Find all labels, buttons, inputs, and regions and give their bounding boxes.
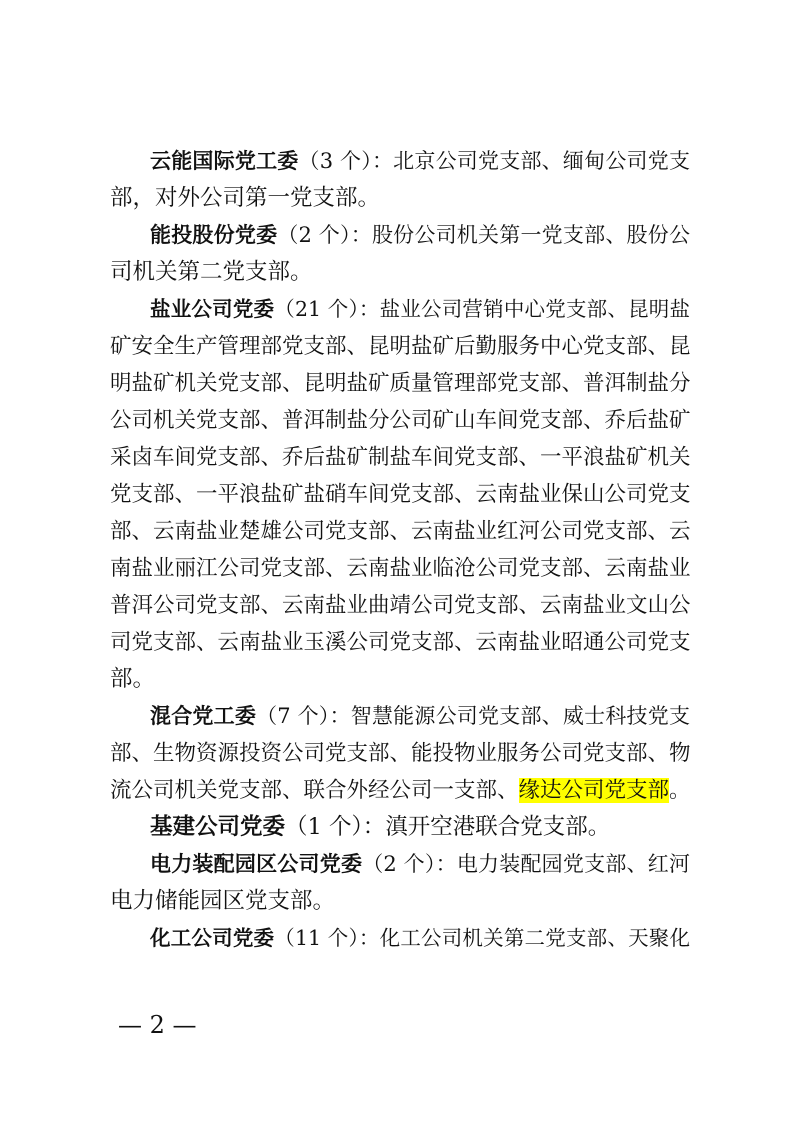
line-text: 司党支部、云南盐业玉溪公司党支部、云南盐业昭通公司党支 <box>110 630 691 655</box>
line-text-tail: 。 <box>669 778 691 803</box>
paragraph-line <box>110 661 690 698</box>
paragraph-line <box>110 180 690 217</box>
line-text: （7 个）：智慧能源公司党支部、威士科技党支 <box>256 704 690 728</box>
paragraph-line <box>110 587 690 624</box>
paragraph-line <box>110 624 690 661</box>
line-text: 司机关第二党支部。 <box>110 259 313 285</box>
line-text: 流公司机关党支部、联合外经公司一支部、 <box>110 778 519 803</box>
line-text: （1 个）：滇开空港联合党支部。 <box>285 814 611 840</box>
paragraph-line <box>150 698 690 735</box>
paragraph-line <box>110 439 690 476</box>
paragraph-line <box>110 365 690 402</box>
committee-name: 混合党工委 <box>150 704 257 728</box>
committee-name: 能投股份党委 <box>150 223 278 247</box>
line-text: 矿安全生产管理部党支部、昆明盐矿后勤服务中心党支部、昆 <box>110 334 691 359</box>
paragraph-line <box>110 735 690 772</box>
line-text: （2 个）：股份公司机关第一党支部、股份公 <box>277 223 690 247</box>
line-text: （3 个）：北京公司党支部、缅甸公司党支 <box>298 149 690 173</box>
line-text: 部，对外公司第一党支部。 <box>110 185 381 211</box>
line-text: 采卤车间党支部、乔后盐矿制盐车间党支部、一平浪盐矿机关 <box>110 445 691 470</box>
paragraph-line <box>150 143 690 180</box>
committee-name: 盐业公司党委 <box>150 297 275 321</box>
line-text: 南盐业丽江公司党支部、云南盐业临沧公司党支部、云南盐业 <box>110 556 691 581</box>
line-text: 党支部、一平浪盐矿盐硝车间党支部、云南盐业保山公司党支 <box>110 482 691 507</box>
highlighted-text: 缘达公司党支部 <box>518 778 670 803</box>
line-text: 电力储能园区党支部。 <box>110 888 336 914</box>
line-text: 普洱公司党支部、云南盐业曲靖公司党支部、云南盐业文山公 <box>110 593 691 618</box>
line-text: 公司机关党支部、普洱制盐分公司矿山车间党支部、乔后盐矿 <box>110 408 691 433</box>
paragraph-line <box>150 920 690 957</box>
paragraph-line <box>110 772 690 809</box>
committee-name: 化工公司党委 <box>150 926 275 950</box>
committee-name: 云能国际党工委 <box>150 149 299 173</box>
paragraph-line <box>150 809 690 846</box>
committee-name: 基建公司党委 <box>150 814 286 840</box>
line-text: 部、云南盐业楚雄公司党支部、云南盐业红河公司党支部、云 <box>110 519 691 544</box>
paragraph-line <box>110 550 690 587</box>
paragraph-line <box>150 291 690 328</box>
page-number: — 2 — <box>118 1011 197 1039</box>
paragraph-line <box>150 217 690 254</box>
line-text: （21 个）：盐业公司营销中心党支部、昆明盐 <box>274 297 690 321</box>
paragraph-line <box>110 328 690 365</box>
line-text: 部、生物资源投资公司党支部、能投物业服务公司党支部、物 <box>110 741 691 766</box>
paragraph-line <box>110 254 690 291</box>
line-text: 明盐矿机关党支部、昆明盐矿质量管理部党支部、普洱制盐分 <box>110 371 691 396</box>
line-text: （2 个）：电力装配园党支部、红河 <box>362 852 690 876</box>
line-text: （11 个）：化工公司机关第二党支部、天聚化 <box>274 926 690 950</box>
committee-name: 电力装配园区公司党委 <box>150 852 363 876</box>
paragraph-line <box>110 402 690 439</box>
paragraph-line <box>110 513 690 550</box>
paragraph-line <box>110 883 690 920</box>
paragraph-line <box>150 846 690 883</box>
paragraph-line <box>110 476 690 513</box>
line-text: 部。 <box>110 666 156 692</box>
